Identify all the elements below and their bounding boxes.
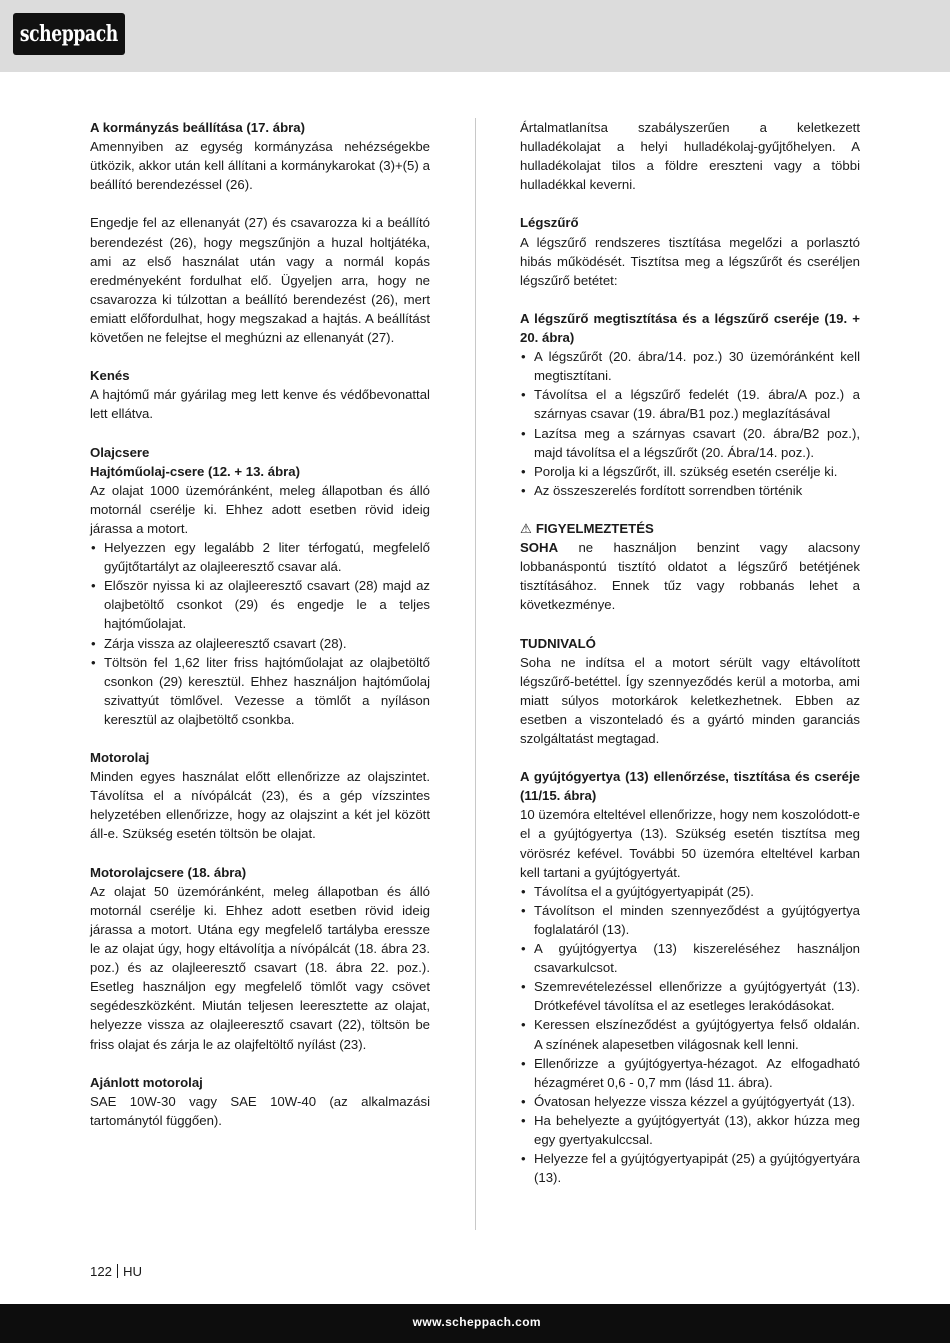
- lubrication-paragraph: A hajtómű már gyárilag meg lett kenve és védőbevonattal lett ellátva.: [90, 387, 430, 422]
- section-title-air-filter-cleaning: A légszűrő megtisztítása és a légszűrő cseréje (19. + 20. ábra): [520, 310, 860, 346]
- list-item: • A légszűrőt (20. ábra/14. poz.) 30 üzemóránként kell megtisztítani.: [520, 347, 860, 385]
- language-code: HU: [123, 1264, 143, 1279]
- list-item: • Az összeszerelés fordított sorrendben történik: [520, 481, 860, 500]
- section-title-lubrication: Kenés: [90, 368, 130, 384]
- spark-plug-paragraph: 10 üzemóra elteltével ellenőrizze, hogy nem koszolódott-e el a gyújtógyertya (13). Szükség esetén tisztítsa meg vörösréz kefével. További 50 üzemóra elteltével karban kell tartani a gyújtógyertyát.: [520, 807, 860, 880]
- header-bar: [0, 0, 950, 72]
- notice-paragraph: Soha ne indítsa el a motort sérült vagy eltávolított légszűrő-betéttel. Így szennyeződés kerül a motorba, ami miatt súlyos motorkárok keletkezhetnek. Ebben az esetben a viszonteladó és a gyártó minden garanciás szolgáltatást megtagad.: [520, 654, 860, 746]
- list-item: • Töltsön fel 1,62 liter friss hajtóműolajat az olajbetöltő csonkon (29) keresztül. Ehhez használjon hajtóműolaj szivattyút tömlővel. Vezesse a tömlőt a nyíláson keresztül az olajbetöltő csonkba.: [90, 653, 430, 729]
- section-title-spark-plug: A gyújtógyertya (13) ellenőrzése, tisztítása és cseréje (11/15. ábra): [520, 769, 860, 804]
- page-number-separator: [117, 1264, 118, 1278]
- warning-paragraph: [520, 538, 860, 614]
- list-item: • Helyezze fel a gyújtógyertyapipát (25) a gyújtógyertyára (13).: [520, 1149, 860, 1187]
- list-item: • Szemrevételezéssel ellenőrizze a gyújtógyertyát (13). Drótkefével távolítsa el az esetleges lerakódásokat.: [520, 977, 860, 1015]
- section-title-air-filter: Légszűrő: [520, 215, 579, 231]
- engine-oil-paragraph: Minden egyes használat előtt ellenőrizze az olajszintet. Távolítsa el a nívópálcát (23), és a gép vízszintes helyzetében ellenőrizze, hogy az olajszint a két jel között áll-e. Szükség esetén töltsön be olajat.: [90, 769, 430, 842]
- air-filter-paragraph: A légszűrő rendszeres tisztítása megelőzi a porlasztó hibás működését. Tisztítsa meg a légszűrőt és cseréljen légszűrő betétet:: [520, 234, 860, 288]
- list-item: • Először nyissa ki az olajleeresztő csavart (28) majd az olajbetöltő csonkot (29) és engedje le a teljes hajtóműolajat.: [90, 576, 430, 633]
- list-item: • A gyújtógyertya (13) kiszereléséhez használjon csavarkulcsot.: [520, 939, 860, 977]
- gear-oil-paragraph: Az olajat 1000 üzemóránként, meleg állapotban és álló motornál cserélje ki. Ehhez adott esetben rövid ideig járassa a motort.: [90, 482, 430, 536]
- list-item: • Ellenőrizze a gyújtógyertya-hézagot. Az elfogadható hézagméret 0,6 - 0,7 mm (lásd 11. ábra).: [520, 1054, 860, 1092]
- section-subtitle-gear-oil: Hajtóműolaj-csere (12. + 13. ábra): [90, 463, 300, 479]
- footer-bar: [0, 1304, 950, 1343]
- left-column: [90, 118, 430, 1130]
- list-item: • Távolítsa el a légszűrő fedelét (19. ábra/A poz.) a szárnyas csavar (19. ábra/B1 poz.) meglazításával: [520, 385, 860, 423]
- spark-plug-steps: [520, 882, 860, 1188]
- page-number: [90, 1264, 142, 1279]
- gear-oil-steps: [90, 538, 430, 729]
- warning-triangle-icon: ⚠: [520, 520, 532, 536]
- website-link[interactable]: www.scheppach.com: [412, 1315, 541, 1329]
- section-title-recommended-oil: Ajánlott motorolaj: [90, 1074, 203, 1090]
- list-item: • Helyezzen egy legalább 2 liter térfogatú, megfelelő gyűjtőtartályt az olajleeresztő csavar alá.: [90, 538, 430, 576]
- list-item: • Ha behelyezte a gyújtógyertyát (13), akkor húzza meg egy gyertyakulccsal.: [520, 1111, 860, 1149]
- list-item: • Zárja vissza az olajleeresztő csavart (28).: [90, 634, 430, 653]
- page-number-value: 122: [90, 1264, 113, 1279]
- list-item: • Keressen elszíneződést a gyújtógyertya felső oldalán. A színének alapesetben világosnak kell lenni.: [520, 1015, 860, 1053]
- section-title-engine-oil-change: Motorolajcsere (18. ábra): [90, 864, 247, 880]
- list-item: • Lazítsa meg a szárnyas csavart (20. ábra/B2 poz.), majd távolítsa el a légszűrőt (20. Ábra/14. poz.).: [520, 424, 860, 462]
- recommended-oil-paragraph: SAE 10W-30 vagy SAE 10W-40 (az alkalmazási tartománytól függően).: [90, 1093, 430, 1128]
- scheppach-logo: [13, 13, 125, 55]
- steering-paragraph-1: Amennyiben az egység kormányzása nehézségekbe ütközik, akkor után kell állítani a kormánykarokat (3)+(5) a beállító berendezéssel (26).: [90, 139, 430, 193]
- air-filter-steps: [520, 347, 860, 500]
- section-title-steering: A kormányzás beállítása (17. ábra): [90, 120, 306, 135]
- engine-oil-change-paragraph: Az olajat 50 üzemóránként, meleg állapotban és álló motornál cserélje ki. Ehhez adott esetben rövid ideig járassa a motort. Utána egy megfelelő tartályba eressze le az olajat úgy, hogy eltávolítja a nívópálcát (18. ábra 23. poz.) és az olajleeresztő csavart (18. ábra 22. poz.). Esetleg használjon egy megfelelő tömlőt vagy csövet segédeszközként. Miután teljesen leeresztette az olajat, helyezze vissza az olajleeresztő csavart (22), töltsön be friss olajat és zárja le az olajfeltöltő nyílást (23).: [90, 883, 430, 1052]
- right-column: [520, 118, 860, 1187]
- warning-heading: [520, 519, 860, 538]
- waste-oil-paragraph: Ártalmatlanítsa szabályszerűen a keletkezett hulladékolajat a helyi hulladékolaj-gyűjtőhelyen. A hulladékolajat tilos a földre ereszteni vagy a többi hulladékkal keverni.: [520, 120, 860, 193]
- column-divider: [475, 118, 476, 1230]
- logo-text: scheppach: [19, 21, 119, 47]
- list-item: • Óvatosan helyezze vissza kézzel a gyújtógyertyát (13).: [520, 1092, 860, 1111]
- list-item: • Porolja ki a légszűrőt, ill. szükség esetén cserélje ki.: [520, 462, 860, 481]
- notice-heading: TUDNIVALÓ: [520, 635, 596, 651]
- section-title-oil-change: Olajcsere: [90, 444, 150, 460]
- steering-paragraph-2: Engedje fel az ellenanyát (27) és csavarozza ki a beállító berendezést (26), hogy megszűnjön a huzal holtjátéka, ami az első használat után vagy a normál kopás eredményeként fordulhat elő. Ügyeljen arra, hogy ne csavarozza ki túlzottan a beállító berendezést (26), mert emiatt előfordulhat, hogy megszakad a hajtás. A beállítást követően ne felejtse el meghúzni az ellenanyát (27).: [90, 215, 430, 346]
- list-item: • Távolítsa el a gyújtógyertyapipát (25).: [520, 882, 860, 901]
- warning-title: FIGYELMEZTETÉS: [535, 520, 654, 536]
- section-title-engine-oil: Motorolaj: [90, 750, 150, 766]
- warning-text: ne használjon benzint vagy alacsony lobbanáspontú tisztító oldatot a légszűrő betétjének tisztításához. Ennek tűz vagy robbanás lehet a következménye.: [520, 540, 860, 613]
- list-item: • Távolítson el minden szennyeződést a gyújtógyertya foglalatáról (13).: [520, 901, 860, 939]
- warning-strong-word: SOHA: [520, 540, 559, 556]
